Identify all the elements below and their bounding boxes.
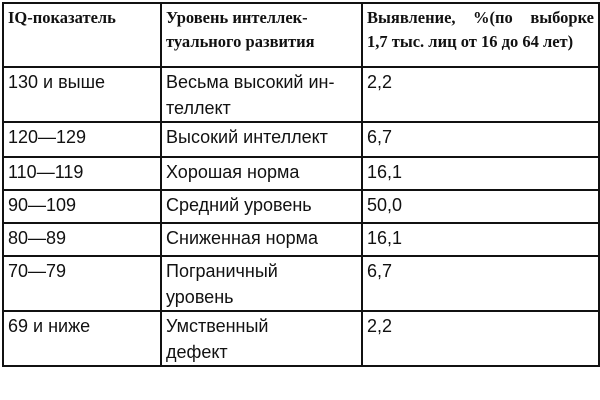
cell-iq bbox=[3, 256, 161, 311]
table-row bbox=[3, 122, 599, 157]
cell-level bbox=[161, 256, 362, 311]
cell-percent-text: 16,1 bbox=[367, 162, 403, 182]
header-intellect-level-line-1: Уровень интеллек- bbox=[166, 8, 308, 27]
cell-percent bbox=[362, 190, 599, 223]
cell-percent bbox=[362, 122, 599, 157]
cell-level-line-1: Пограничный bbox=[166, 261, 278, 281]
cell-level-line-1: Средний уровень bbox=[166, 195, 312, 215]
header-intellect-level-line-2: туального развития bbox=[166, 32, 315, 51]
cell-iq-text: 110—119 bbox=[8, 162, 84, 182]
table-row bbox=[3, 311, 599, 366]
cell-iq-text: 120—129 bbox=[8, 127, 87, 147]
cell-iq-text: 69 и ниже bbox=[8, 316, 91, 336]
cell-percent bbox=[362, 67, 599, 122]
cell-level-line-1: Сниженная норма bbox=[166, 228, 319, 248]
cell-iq bbox=[3, 67, 161, 122]
cell-level bbox=[161, 122, 362, 157]
table-row bbox=[3, 223, 599, 256]
table-row bbox=[3, 67, 599, 122]
header-iq-score-line: IQ-показатель bbox=[8, 8, 116, 27]
table-row bbox=[3, 157, 599, 190]
cell-percent-text: 2,2 bbox=[367, 72, 393, 92]
cell-percent bbox=[362, 157, 599, 190]
header-intellect-level bbox=[161, 3, 362, 67]
cell-percent-text: 6,7 bbox=[367, 261, 393, 281]
cell-iq bbox=[3, 190, 161, 223]
cell-level bbox=[161, 157, 362, 190]
header-detection-percent bbox=[362, 3, 599, 67]
cell-percent bbox=[362, 256, 599, 311]
cell-iq bbox=[3, 223, 161, 256]
table-row bbox=[3, 256, 599, 311]
cell-iq-text: 70—79 bbox=[8, 261, 67, 281]
cell-iq-text: 130 и выше bbox=[8, 72, 106, 92]
table-row bbox=[3, 190, 599, 223]
cell-iq-text: 80—89 bbox=[8, 228, 67, 248]
header-detection-percent-line-1: Выявление, %(по выборке bbox=[367, 8, 594, 27]
table-header-row bbox=[3, 3, 599, 67]
cell-level-line-2: дефект bbox=[166, 342, 228, 362]
cell-level-line-1: Хорошая норма bbox=[166, 162, 300, 182]
cell-percent-text: 50,0 bbox=[367, 195, 403, 215]
header-iq-score bbox=[3, 3, 161, 67]
cell-percent-text: 2,2 bbox=[367, 316, 393, 336]
iq-distribution-table bbox=[2, 2, 600, 367]
cell-level bbox=[161, 311, 362, 366]
cell-percent-text: 16,1 bbox=[367, 228, 403, 248]
cell-iq bbox=[3, 122, 161, 157]
cell-level-line-1: Весьма высокий ин- bbox=[166, 72, 335, 92]
cell-level bbox=[161, 223, 362, 256]
cell-level-line-1: Высокий интеллект bbox=[166, 127, 328, 147]
cell-percent-text: 6,7 bbox=[367, 127, 393, 147]
cell-level-line-1: Умственный bbox=[166, 316, 269, 336]
cell-level-line-2: уровень bbox=[166, 287, 234, 307]
cell-level-line-2: теллект bbox=[166, 98, 231, 118]
cell-percent bbox=[362, 311, 599, 366]
cell-level bbox=[161, 67, 362, 122]
cell-level bbox=[161, 190, 362, 223]
header-detection-percent-line-2: 1,7 тыс. лиц от 16 до 64 лет) bbox=[367, 32, 574, 51]
cell-iq-text: 90—109 bbox=[8, 195, 77, 215]
cell-percent bbox=[362, 223, 599, 256]
cell-iq bbox=[3, 157, 161, 190]
cell-iq bbox=[3, 311, 161, 366]
